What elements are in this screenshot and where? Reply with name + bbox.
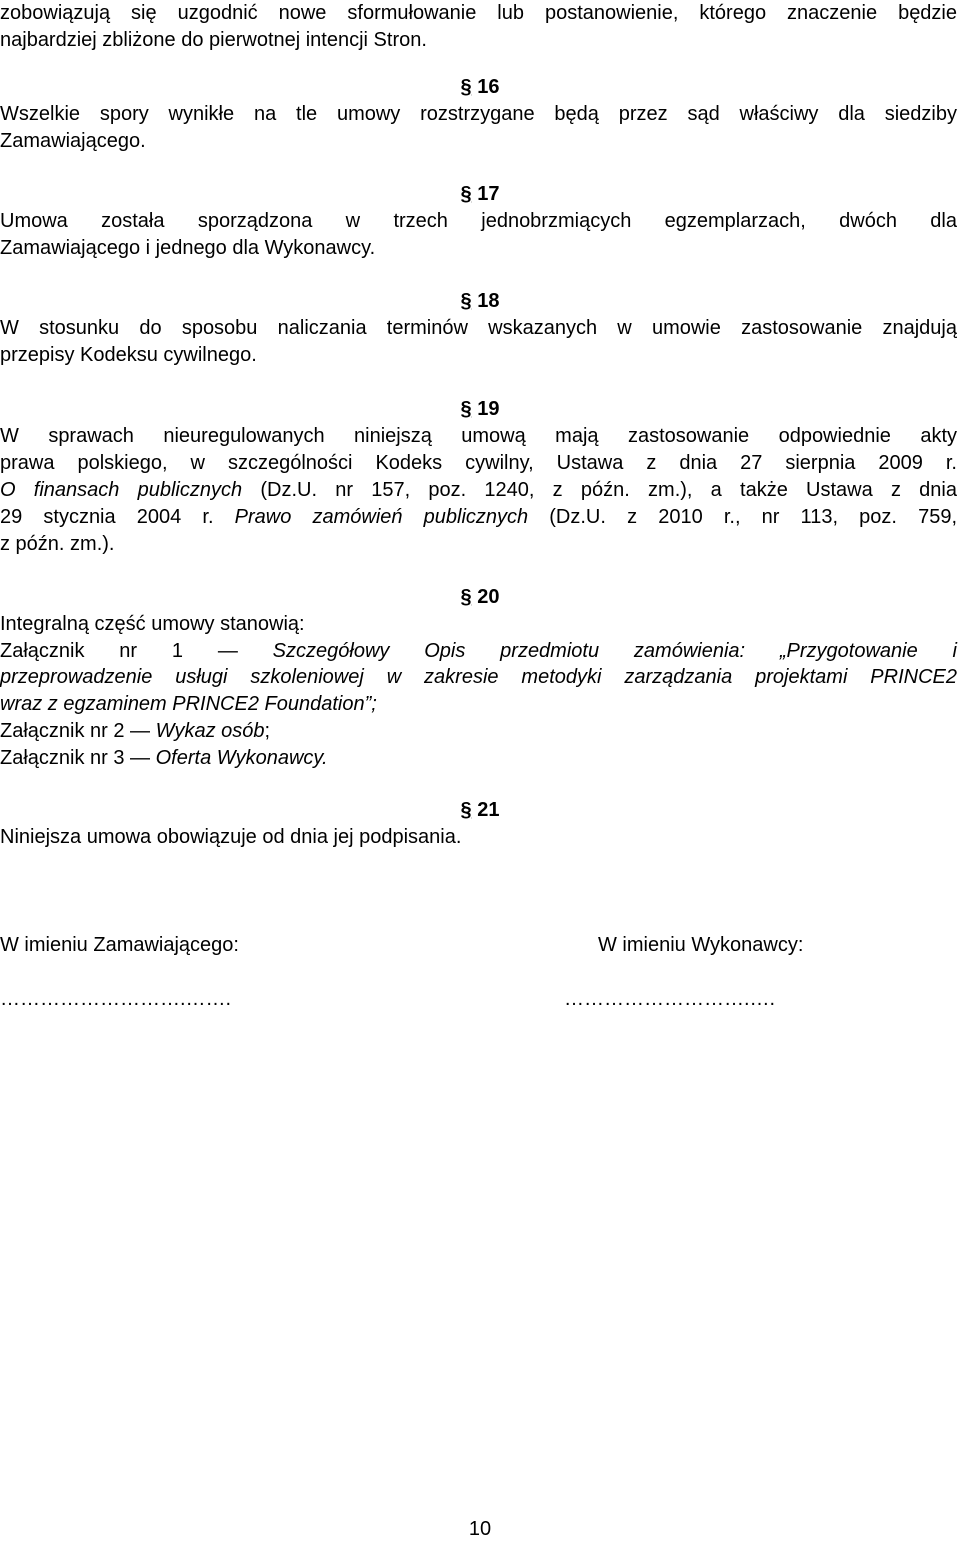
signature-line-client: ……………………….…….: [0, 988, 232, 1010]
attachment-line: wraz z egzaminem PRINCE2 Foundation”;: [0, 693, 377, 715]
paragraph-line: Integralną część umowy stanowią:: [0, 613, 305, 635]
attachment-title: Szczegółowy Opis przedmiotu zamówienia: „Przygotowanie i: [272, 640, 957, 662]
paragraph-text: 29 stycznia 2004 r.: [0, 506, 235, 528]
paragraph-line: [0, 504, 957, 531]
section-heading-16: [0, 74, 960, 101]
page-number: 10: [468, 1518, 492, 1540]
paragraph-text: (Dz.U. nr 157, poz. 1240, z późn. zm.), a także Ustawa z dnia: [242, 479, 957, 501]
attachment-title: Wykaz osób: [155, 720, 265, 742]
signature-line-contractor: ……………………….….: [564, 988, 776, 1010]
paragraph-line: W stosunku do sposobu naliczania terminów wskazanych w umowie zastosowanie znajdują: [0, 317, 957, 339]
section-heading-21: [0, 797, 960, 824]
section-heading-20: [0, 584, 960, 611]
section-sign: §: [460, 290, 472, 312]
section-heading-18: [0, 288, 960, 315]
attachment-line: [0, 638, 957, 665]
section-number: 19: [477, 398, 500, 420]
section-number: 18: [477, 290, 500, 312]
signature-label-contractor: W imieniu Wykonawcy:: [598, 934, 804, 956]
paragraph-line: najbardziej zbliżone do pierwotnej intencji Stron.: [0, 29, 427, 51]
section-sign: §: [460, 799, 472, 821]
paragraph-line: Zamawiającego i jednego dla Wykonawcy.: [0, 237, 376, 259]
section-sign: §: [460, 398, 472, 420]
section-sign: §: [460, 183, 472, 205]
attachment-label: Załącznik nr 3 —: [0, 747, 156, 769]
section-sign: §: [460, 76, 472, 98]
section-number: 21: [477, 799, 500, 821]
attachment-label: Załącznik nr 1 —: [0, 640, 273, 662]
paragraph-line: [0, 477, 957, 504]
attachment-line: przeprowadzenie usługi szkoleniowej w zakresie metodyki zarządzania projektami PRINCE2: [0, 666, 957, 688]
section-number: 20: [477, 586, 500, 608]
section-number: 16: [477, 76, 500, 98]
attachment-line: [0, 718, 957, 745]
act-title: O finansach publicznych: [0, 479, 243, 501]
section-number: 17: [477, 183, 500, 205]
act-title: Prawo zamówień publicznych: [234, 506, 529, 528]
paragraph-line: zobowiązują się uzgodnić nowe sformułowanie lub postanowienie, którego znaczenie będzie: [0, 2, 957, 24]
section-heading-19: [0, 396, 960, 423]
attachment-line: [0, 745, 957, 772]
attachment-punct: ;: [264, 720, 271, 742]
paragraph-line: Zamawiającego.: [0, 130, 146, 152]
paragraph-line: Wszelkie spory wynikłe na tle umowy rozstrzygane będą przez sąd właściwy dla siedziby: [0, 103, 957, 125]
paragraph-text: (Dz.U. z 2010 r., nr 113, poz. 759,: [528, 506, 957, 528]
attachment-title: Oferta Wykonawcy.: [155, 747, 328, 769]
section-heading-17: [0, 181, 960, 208]
signature-label-client: W imieniu Zamawiającego:: [0, 934, 239, 956]
paragraph-line: z późn. zm.).: [0, 533, 115, 555]
paragraph-line: prawa polskiego, w szczególności Kodeks cywilny, Ustawa z dnia 27 sierpnia 2009 r.: [0, 452, 957, 474]
paragraph-line: Umowa została sporządzona w trzech jednobrzmiących egzemplarzach, dwóch dla: [0, 210, 957, 232]
paragraph-line: W sprawach nieuregulowanych niniejszą umową mają zastosowanie odpowiednie akty: [0, 425, 957, 447]
paragraph-line: Niniejsza umowa obowiązuje od dnia jej podpisania.: [0, 826, 462, 848]
paragraph-line: przepisy Kodeksu cywilnego.: [0, 344, 257, 366]
attachment-label: Załącznik nr 2 —: [0, 720, 156, 742]
section-sign: §: [460, 586, 472, 608]
